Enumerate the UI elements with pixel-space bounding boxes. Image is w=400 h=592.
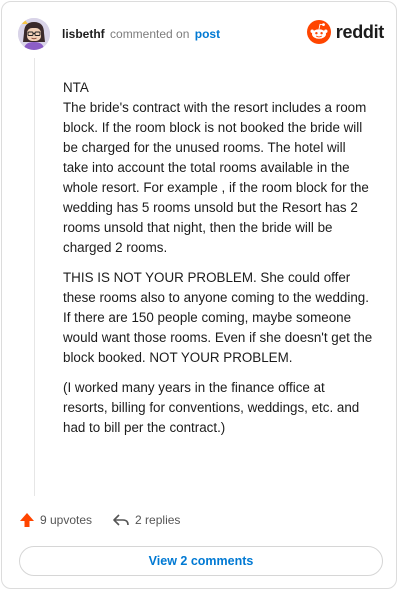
comment-header — [18, 18, 384, 52]
reply-arrow-icon — [112, 512, 130, 528]
comment-body — [63, 78, 373, 448]
upvote-button[interactable] — [19, 512, 92, 528]
reddit-wordmark: reddit — [335, 21, 384, 42]
comment-paragraph: (I worked many years in the finance office at resorts, billing for conventions, weddings, etc. and had to bill per the contract.) — [63, 380, 360, 435]
reddit-logo[interactable] — [307, 20, 384, 44]
reddit-snoo-icon — [307, 20, 331, 44]
comment-card — [1, 1, 397, 589]
replies-button[interactable] — [112, 512, 180, 528]
post-link[interactable]: post — [194, 27, 221, 41]
avatar-character-icon — [18, 18, 50, 50]
username-link[interactable]: lisbethf — [62, 27, 105, 41]
replies-count: 2 replies — [135, 513, 181, 527]
commented-on-text: commented on — [110, 27, 190, 41]
comment-actions — [19, 512, 180, 528]
comment-meta — [62, 27, 220, 41]
comment-paragraph: THIS IS NOT YOUR PROBLEM. She could offer these rooms also to anyone coming to the wedding. If there are 150 people coming, maybe someone would want those rooms. Even if she doesn't get the block booked. NOT YOUR PROBLEM. — [63, 270, 373, 365]
comment-paragraph: NTA The bride's contract with the resort includes a room block. If the room block is not booked the bride will be charged for the unused rooms. The hotel will take into account the total rooms available in the whole resort. For example , if the room block for the wedding has 5 rooms unsold but the Resort has 2 rooms unsold that night, then the bride will be charged 2 rooms. — [63, 80, 369, 255]
upvote-count: 9 upvotes — [40, 513, 93, 527]
user-avatar[interactable] — [18, 18, 50, 50]
upvote-arrow-icon — [19, 512, 35, 528]
view-comments-button[interactable]: View 2 comments — [19, 546, 383, 576]
thread-line — [34, 58, 35, 496]
